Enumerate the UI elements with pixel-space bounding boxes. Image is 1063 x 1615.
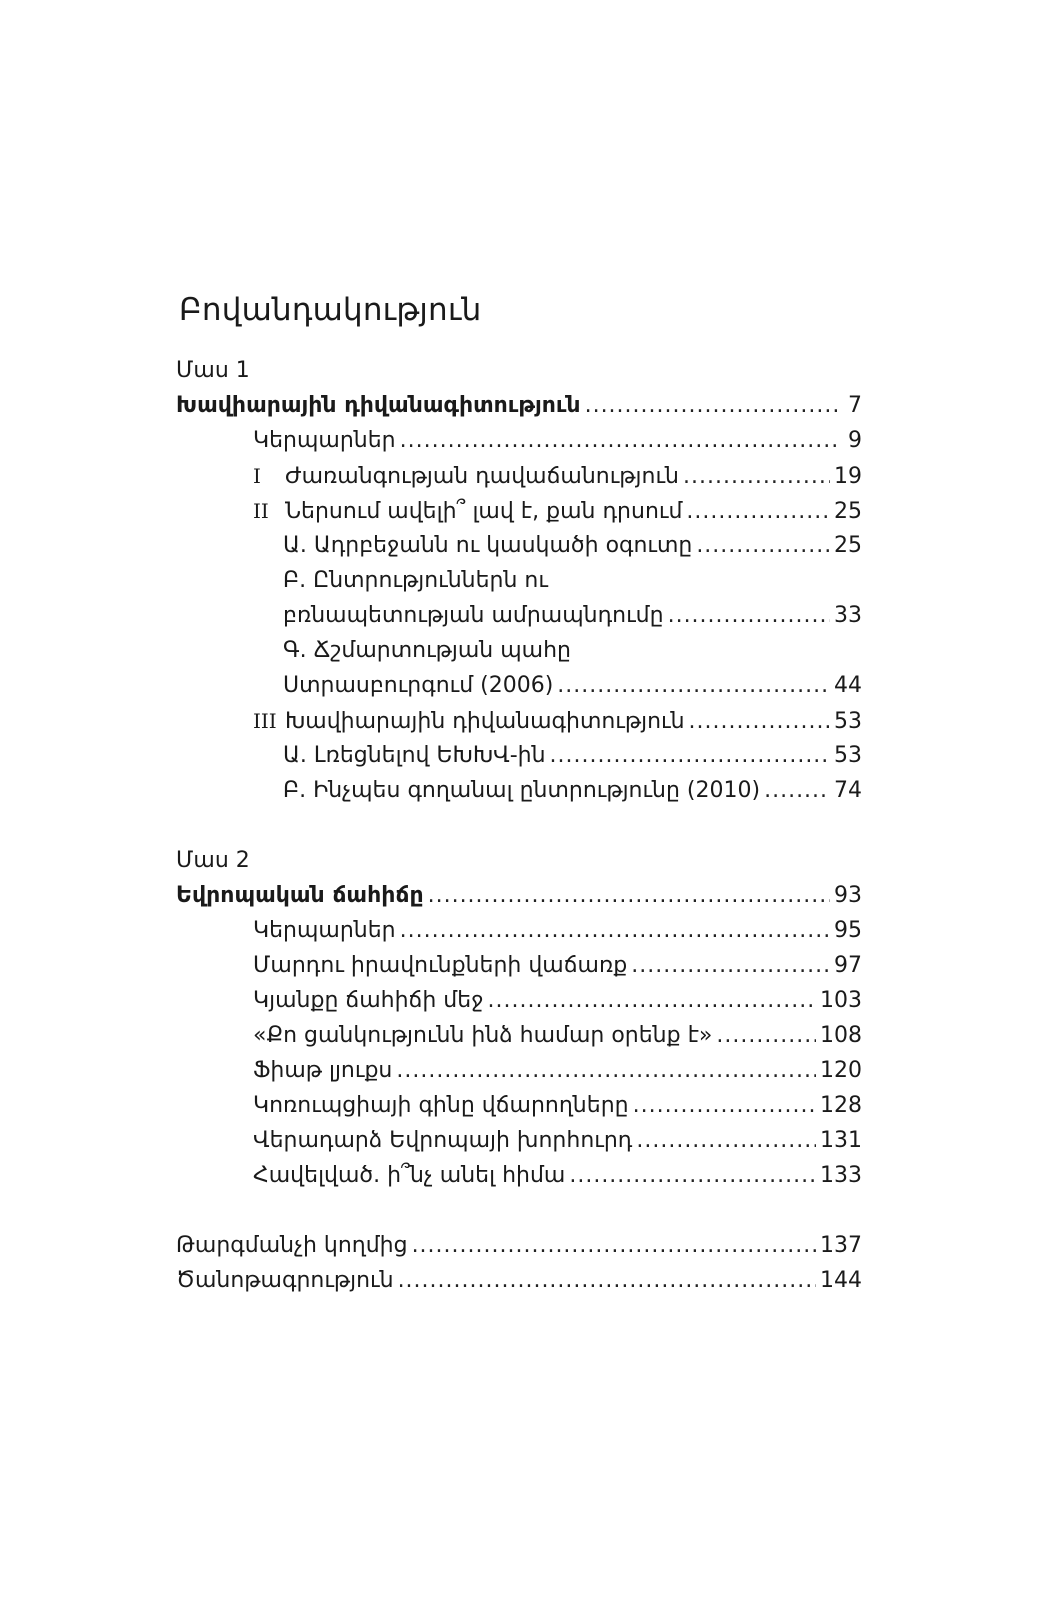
leader-dots: [585, 390, 838, 422]
toc-page-number: 103: [820, 988, 862, 1013]
leader-dots: [400, 425, 838, 457]
toc-entry-title: Եվրոպական ճահիճը: [176, 883, 424, 908]
toc-page-number: 95: [834, 918, 862, 943]
toc-entry-title: բռնապետության ամրապնդումը: [283, 603, 664, 628]
toc-entry-title: Ա. Ադրբեջանն ու կասկածի օգուտը: [283, 533, 693, 558]
toc-backmatter-translator[interactable]: [176, 1230, 862, 1262]
toc-entry[interactable]: [253, 1090, 862, 1122]
toc-entry-title: Ներսում ավելի՞ լավ է, քան դրսում: [285, 499, 683, 524]
toc-part1-heading[interactable]: [176, 390, 862, 422]
toc-page-number: 108: [820, 1023, 862, 1048]
chapter-numeral: II: [253, 499, 269, 523]
leader-dots: [396, 1055, 816, 1087]
part-1-label: Մաս 1: [176, 358, 250, 383]
toc-entry-title: Կերպարներ: [253, 918, 396, 943]
toc-entry-title: Մարդու իրավունքների վաճառք: [253, 953, 628, 978]
leader-dots: [631, 950, 830, 982]
toc-part2-heading[interactable]: [176, 880, 862, 912]
toc-page-number: 19: [834, 464, 862, 489]
page-title: Բովանդակություն: [179, 292, 482, 328]
toc-page-number: 74: [834, 778, 862, 803]
toc-entry-title: Վերադարձ Եվրոպայի խորհուրդ: [253, 1128, 633, 1153]
leader-dots: [398, 1265, 816, 1297]
toc-entry-title: Թարգմանչի կողմից: [176, 1233, 408, 1258]
toc-page-number: 97: [834, 953, 862, 978]
toc-entry-title: Բ. Ընտրություններն ու: [283, 568, 548, 593]
toc-entry-title: Կերպարներ: [253, 428, 396, 453]
leader-dots: [696, 530, 830, 562]
part-2-label: Մաս 2: [176, 848, 250, 873]
leader-dots: [764, 775, 830, 807]
leader-dots: [633, 1090, 816, 1122]
toc-entry[interactable]: [283, 740, 862, 772]
toc-entry[interactable]: [253, 1055, 862, 1087]
toc-entry[interactable]: [253, 1125, 862, 1157]
toc-entry-title: «Քո ցանկությունն ինձ համար օրենք է»: [253, 1023, 713, 1048]
toc-entry[interactable]: [253, 915, 862, 947]
leader-dots: [668, 600, 830, 632]
toc-entry[interactable]: [253, 425, 862, 457]
leader-dots: [683, 461, 830, 493]
toc-entry-title: Կոռուպցիայի գինը վճարողները: [253, 1093, 629, 1118]
toc-page-number: 93: [834, 883, 862, 908]
toc-entry[interactable]: [283, 775, 862, 807]
toc-page-number: 133: [820, 1163, 862, 1188]
toc-entry-title: Ա. Լռեցնելով ԵԽԽՎ-ին: [283, 743, 546, 768]
leader-dots: [412, 1230, 816, 1262]
toc-entry[interactable]: [253, 1160, 862, 1192]
toc-entry[interactable]: [253, 1020, 862, 1052]
leader-dots: [716, 1020, 816, 1052]
toc-entry[interactable]: [283, 670, 862, 702]
toc-entry-title: Ֆիաթ լյուքս: [253, 1058, 393, 1083]
leader-dots: [569, 1160, 816, 1192]
toc-page-number: 128: [820, 1093, 862, 1118]
leader-dots: [550, 740, 830, 772]
toc-entry-title: Խավիարային դիվանագիտություն: [285, 709, 685, 734]
leader-dots: [488, 985, 816, 1017]
toc-entry-title: Ստրասբուրգում (2006): [283, 673, 554, 698]
toc-page-number: 120: [820, 1058, 862, 1083]
toc-entry[interactable]: [253, 985, 862, 1017]
toc-entry[interactable]: [253, 705, 862, 737]
toc-entry-wrapped[interactable]: [283, 565, 862, 597]
toc-entry-title: Ժառանգության դավաճանություն: [285, 464, 679, 489]
toc-page-number: 144: [820, 1268, 862, 1293]
toc-page-number: 7: [848, 393, 862, 418]
toc-page-number: 25: [834, 499, 862, 524]
toc-page-number: 53: [834, 743, 862, 768]
toc-entry-title: Բ. Ինչպես գողանալ ընտրությունը (2010): [283, 778, 761, 803]
toc-entry[interactable]: [283, 600, 862, 632]
toc-page-number: 131: [820, 1128, 862, 1153]
toc-entry-title: Ծանոթագրություն: [176, 1268, 394, 1293]
leader-dots: [689, 706, 830, 738]
toc-page-number: 33: [834, 603, 862, 628]
leader-dots: [428, 880, 830, 912]
toc-entry[interactable]: [283, 530, 862, 562]
toc-page-number: 9: [848, 428, 862, 453]
toc-entry-title: Կյանքը ճահիճի մեջ: [253, 988, 484, 1013]
chapter-numeral: III: [253, 709, 277, 733]
toc-page-number: 25: [834, 533, 862, 558]
toc-page-number: 53: [834, 709, 862, 734]
toc-entry-title: Գ. Ճշմարտության պահը: [283, 638, 571, 663]
leader-dots: [557, 670, 830, 702]
toc-entry[interactable]: [253, 460, 862, 492]
toc-entry-title: Հավելված. ի՞նչ անել հիմա: [253, 1163, 566, 1188]
leader-dots: [686, 496, 830, 528]
chapter-numeral: I: [253, 464, 261, 488]
toc-entry[interactable]: [253, 950, 862, 982]
toc-entry-wrapped[interactable]: [283, 635, 862, 667]
toc-backmatter-notes[interactable]: [176, 1265, 862, 1297]
toc-page-number: 137: [820, 1233, 862, 1258]
leader-dots: [400, 915, 830, 947]
toc-entry-title: Խավիարային դիվանագիտություն: [176, 393, 581, 418]
toc-page-number: 44: [834, 673, 862, 698]
leader-dots: [636, 1125, 816, 1157]
toc-entry[interactable]: [253, 495, 862, 527]
